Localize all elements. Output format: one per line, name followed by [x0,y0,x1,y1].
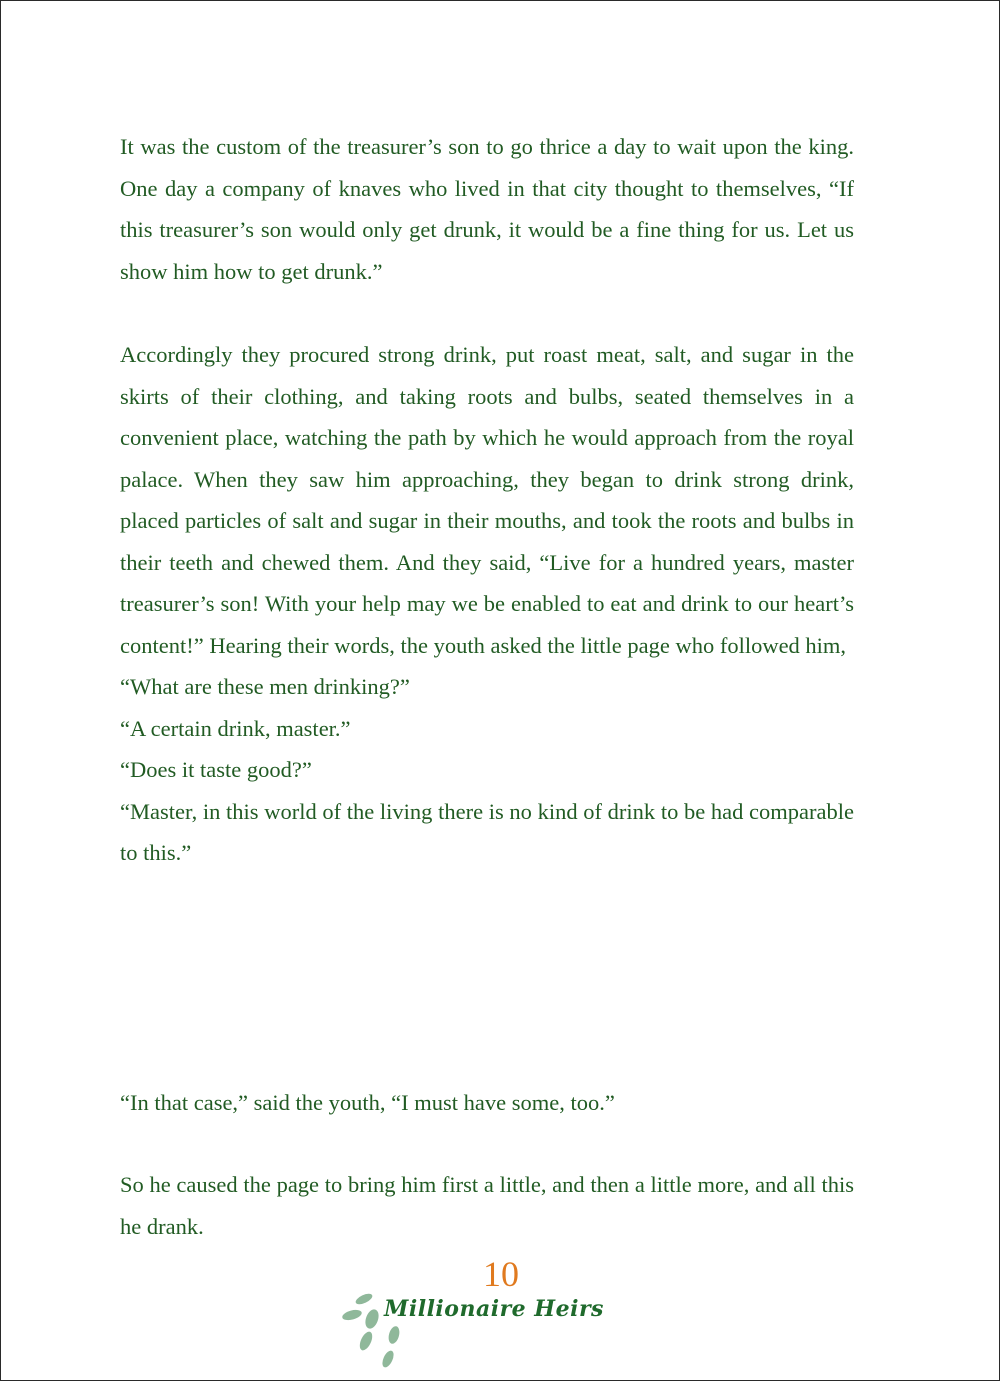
brand-name: Millionaire Heirs [384,1296,604,1322]
paragraph-text: So he caused the page to bring him first a little, and then a little more, and all this he drank. [120,1172,854,1239]
paragraph-so-he-caused [120,1164,854,1247]
dialogue-line: “A certain drink, master.” [120,715,351,741]
dialogue-line: “Does it taste good?” [120,757,312,782]
paragraph-accordingly [120,334,854,874]
paragraph-in-that-case [120,1082,854,1124]
dialogue-line: “What are these men drinking?” [120,674,410,699]
dialogue-line: “Master, in this world of the living there is no kind of drink to be had comparable to this.” [120,798,854,865]
paragraph-text: It was the custom of the treasurer’s son to go thrice a day to wait upon the king. One day a company of knaves who lived in that city thought to themselves, “If this treasurer’s son would only get drunk, it would be a fine thing for us. Let us show him how to get drunk.” [120,134,854,284]
paragraph-text: Accordingly they procured strong drink, put roast meat, salt, and sugar in the skirts of their clothing, and taking roots and bulbs, seated themselves in a convenient place, watching the path by which he would approach from the royal palace. When they saw him approaching, they began to drink strong drink, placed particles of salt and sugar in their mouths, and took the roots and bulbs in their teeth and chewed them. And they said, “Live for a hundred years, master treasurer’s son! With your help may we be enabled to eat and drink to our heart’s content!” Hearing their words, the youth asked the little page who followed him, [120,342,854,658]
paragraph-text: “In that case,” said the youth, “I must have some, too.” [120,1090,615,1115]
footer-logo [336,1289,606,1369]
paragraph-custom [120,126,854,292]
page-number: 10 [483,1254,519,1294]
